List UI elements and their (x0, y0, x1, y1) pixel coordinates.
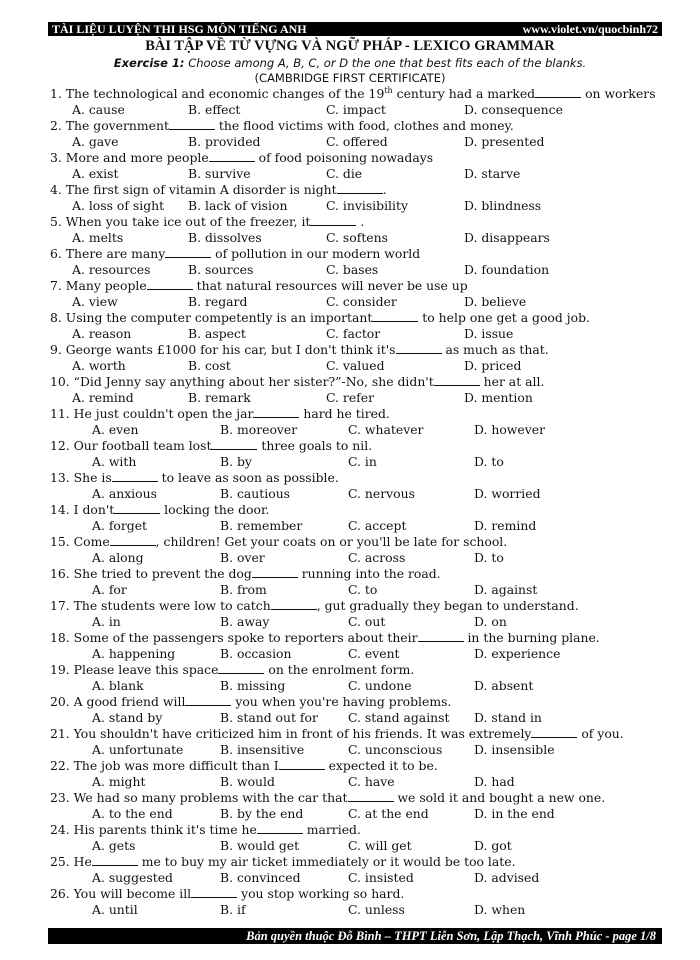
option-c[interactable]: C. impact (326, 102, 386, 117)
option-c[interactable]: C. bases (326, 262, 379, 277)
answer-blank[interactable] (211, 439, 257, 450)
answer-blank[interactable] (114, 503, 160, 514)
option-d[interactable]: D. insensible (474, 742, 555, 757)
option-c[interactable]: C. across (348, 550, 406, 565)
answer-blank[interactable] (396, 343, 442, 354)
answer-options (50, 710, 690, 726)
answer-blank[interactable] (372, 311, 418, 322)
answer-options (50, 646, 690, 662)
option-b[interactable]: B. would get (220, 838, 300, 853)
question-stem: 15. Come , children! Get your coats on or you'll be late for school. (50, 534, 508, 549)
answer-options (50, 518, 690, 534)
answer-options (50, 742, 690, 758)
question-stem: 21. You shouldn't have criticized him in front of his friends. It was extremely of you. (50, 726, 624, 741)
answer-blank[interactable] (92, 855, 138, 866)
option-a[interactable]: A. resources (72, 262, 151, 277)
answer-blank[interactable] (271, 599, 317, 610)
option-a[interactable]: A. remind (72, 390, 134, 405)
question-stem: 2. The government the flood victims with food, clothes and money. (50, 118, 514, 133)
question-17 (50, 598, 690, 630)
answer-options (50, 262, 690, 278)
option-b[interactable]: B. by (220, 454, 252, 469)
option-d[interactable]: D. remind (474, 518, 537, 533)
answer-blank[interactable] (169, 119, 215, 130)
option-b[interactable]: B. lack of vision (188, 198, 288, 213)
option-c[interactable]: C. unless (348, 902, 405, 917)
option-d[interactable]: D. consequence (464, 102, 563, 117)
question-stem: 8. Using the computer competently is an important to help one get a good job. (50, 310, 590, 325)
option-a[interactable]: A. melts (72, 230, 124, 245)
option-a[interactable]: A. reason (72, 326, 132, 341)
answer-options (50, 166, 690, 182)
option-b[interactable]: B. survive (188, 166, 251, 181)
option-a[interactable]: A. unfortunate (92, 742, 184, 757)
option-a[interactable]: A. until (92, 902, 138, 917)
question-9 (50, 342, 690, 374)
answer-options (50, 102, 690, 118)
question-8 (50, 310, 690, 342)
option-d[interactable]: D. advised (474, 870, 540, 885)
option-b[interactable]: B. remark (188, 390, 251, 405)
option-b[interactable]: B. by the end (220, 806, 304, 821)
option-b[interactable]: B. provided (188, 134, 261, 149)
option-b[interactable]: B. regard (188, 294, 248, 309)
question-stem: 5. When you take ice out of the freezer, it . (50, 214, 365, 229)
question-stem: 12. Our football team lost three goals to nil. (50, 438, 373, 453)
answer-options (50, 358, 690, 374)
question-21 (50, 726, 690, 758)
question-stem: 23. We had so many problems with the car that we sold it and bought a new one. (50, 790, 606, 805)
option-c[interactable]: C. invisibility (326, 198, 408, 213)
answer-options (50, 390, 690, 406)
option-d[interactable]: D. when (474, 902, 526, 917)
option-d[interactable]: D. had (474, 774, 515, 789)
option-d[interactable]: D. got (474, 838, 512, 853)
question-4 (50, 182, 690, 214)
option-b[interactable]: B. cautious (220, 486, 291, 501)
option-c[interactable]: C. die (326, 166, 363, 181)
option-a[interactable]: A. blank (92, 678, 144, 693)
answer-blank[interactable] (165, 247, 211, 258)
option-a[interactable]: A. worth (72, 358, 126, 373)
question-25 (50, 854, 690, 886)
question-stem: 13. She is to leave as soon as possible. (50, 470, 339, 485)
option-a[interactable]: A. stand by (92, 710, 163, 725)
option-c[interactable]: C. to (348, 582, 378, 597)
answer-options (50, 678, 690, 694)
option-b[interactable]: B. dissolves (188, 230, 262, 245)
option-d[interactable]: D. mention (464, 390, 533, 405)
option-d[interactable]: D. however (474, 422, 546, 437)
option-a[interactable]: A. loss of sight (72, 198, 165, 213)
answer-blank[interactable] (535, 87, 581, 98)
option-c[interactable]: C. refer (326, 390, 375, 405)
option-c[interactable]: C. whatever (348, 422, 424, 437)
header-url: www.violet.vn/quocbinh72 (522, 22, 658, 36)
option-c[interactable]: C. valued (326, 358, 385, 373)
question-stem: 18. Some of the passengers spoke to reporters about their in the burning plane. (50, 630, 600, 645)
answer-blank[interactable] (191, 887, 237, 898)
option-a[interactable]: A. exist (72, 166, 119, 181)
question-22 (50, 758, 690, 790)
answer-options (50, 198, 690, 214)
option-c[interactable]: C. have (348, 774, 395, 789)
option-a[interactable]: A. along (92, 550, 144, 565)
question-18 (50, 630, 690, 662)
question-stem: 22. The job was more difficult than I expected it to be. (50, 758, 438, 773)
option-d[interactable]: D. on (474, 614, 507, 629)
option-b[interactable]: B. would (220, 774, 275, 789)
option-b[interactable]: B. away (220, 614, 270, 629)
option-a[interactable]: A. might (92, 774, 146, 789)
answer-blank[interactable] (418, 631, 464, 642)
answer-blank[interactable] (310, 215, 356, 226)
answer-blank[interactable] (337, 183, 383, 194)
answer-options (50, 582, 690, 598)
option-d[interactable]: D. to (474, 454, 504, 469)
option-b[interactable]: B. missing (220, 678, 286, 693)
question-stem: 7. Many people that natural resources will never be use up (50, 278, 468, 293)
question-20 (50, 694, 690, 726)
answer-blank[interactable] (434, 375, 480, 386)
option-c[interactable]: C. offered (326, 134, 388, 149)
question-stem: 25. He me to buy my air ticket immediately or it would be too late. (50, 854, 516, 869)
option-d[interactable]: D. absent (474, 678, 534, 693)
option-c[interactable]: C. will get (348, 838, 412, 853)
option-c[interactable]: C. undone (348, 678, 412, 693)
question-stem: 10. “Did Jenny say anything about her sister?”-No, she didn't her at all. (50, 374, 545, 389)
option-b[interactable]: B. convinced (220, 870, 301, 885)
header-title: TÀI LIỆU LUYỆN THI HSG MÔN TIẾNG ANH (52, 22, 307, 36)
option-d[interactable]: D. presented (464, 134, 545, 149)
answer-blank[interactable] (252, 567, 298, 578)
page-title: BÀI TẬP VỀ TỪ VỰNG VÀ NGỮ PHÁP - LEXICO GRAMMAR (145, 38, 555, 54)
question-1 (50, 86, 690, 118)
question-stem: 3. More and more people of food poisoning nowadays (50, 150, 434, 165)
answer-options (50, 902, 690, 918)
option-c[interactable]: C. stand against (348, 710, 450, 725)
question-stem: 1. The technological and economic changes of the 19th century had a marked on workers (50, 85, 656, 101)
answer-options (50, 294, 690, 310)
answer-blank[interactable] (147, 279, 193, 290)
option-b[interactable]: B. insensitive (220, 742, 305, 757)
answer-options (50, 134, 690, 150)
answer-blank[interactable] (257, 823, 303, 834)
option-a[interactable]: A. even (92, 422, 139, 437)
option-a[interactable]: A. cause (72, 102, 125, 117)
question-11 (50, 406, 690, 438)
option-d[interactable]: D. starve (464, 166, 521, 181)
option-c[interactable]: C. unconscious (348, 742, 443, 757)
option-c[interactable]: C. consider (326, 294, 397, 309)
option-a[interactable]: A. view (72, 294, 118, 309)
question-stem: 24. His parents think it's time he married. (50, 822, 361, 837)
question-stem: 17. The students were low to catch , gut gradually they began to understand. (50, 598, 579, 613)
option-d[interactable]: D. against (474, 582, 538, 597)
question-24 (50, 822, 690, 854)
option-d[interactable]: D. priced (464, 358, 522, 373)
answer-options (50, 486, 690, 502)
question-19 (50, 662, 690, 694)
exercise-text: Choose among A, B, C, or D the one that best fits each of the blanks. (188, 56, 587, 70)
option-d[interactable]: D. in the end (474, 806, 555, 821)
option-c[interactable]: C. softens (326, 230, 388, 245)
answer-blank[interactable] (218, 663, 264, 674)
question-stem: 4. The first sign of vitamin A disorder is night . (50, 182, 387, 197)
answer-options (50, 806, 690, 822)
question-7 (50, 278, 690, 310)
question-stem: 14. I don't locking the door. (50, 502, 270, 517)
option-b[interactable]: B. occasion (220, 646, 292, 661)
footer-text: Bản quyền thuộc Đỗ Bình – THPT Liễn Sơn, Lập Thạch, Vĩnh Phúc - page 1/8 (246, 929, 656, 943)
option-a[interactable]: A. to the end (92, 806, 173, 821)
answer-options (50, 230, 690, 246)
option-c[interactable]: C. out (348, 614, 386, 629)
option-a[interactable]: A. gets (92, 838, 136, 853)
option-a[interactable]: A. with (92, 454, 137, 469)
option-b[interactable]: B. from (220, 582, 267, 597)
answer-options (50, 326, 690, 342)
answer-blank[interactable] (279, 759, 325, 770)
option-a[interactable]: A. happening (92, 646, 176, 661)
option-b[interactable]: B. remember (220, 518, 303, 533)
answer-options (50, 774, 690, 790)
option-d[interactable]: D. experience (474, 646, 561, 661)
option-d[interactable]: D. disappears (464, 230, 550, 245)
question-stem: 26. You will become ill you stop working so hard. (50, 886, 405, 901)
exercise-label: Exercise 1: (113, 56, 185, 70)
question-stem: 6. There are many of pollution in our modern world (50, 246, 421, 261)
question-stem: 16. She tried to prevent the dog running into the road. (50, 566, 441, 581)
question-10 (50, 374, 690, 406)
option-c[interactable]: C. insisted (348, 870, 414, 885)
option-b[interactable]: B. over (220, 550, 265, 565)
option-c[interactable]: C. factor (326, 326, 381, 341)
question-list (50, 86, 690, 918)
option-b[interactable]: B. moreover (220, 422, 298, 437)
answer-options (50, 614, 690, 630)
question-16 (50, 566, 690, 598)
answer-blank[interactable] (253, 407, 299, 418)
option-d[interactable]: D. worried (474, 486, 541, 501)
answer-blank[interactable] (531, 727, 577, 738)
option-a[interactable]: A. for (92, 582, 127, 597)
answer-options (50, 838, 690, 854)
question-2 (50, 118, 690, 150)
question-14 (50, 502, 690, 534)
option-d[interactable]: D. foundation (464, 262, 550, 277)
answer-blank[interactable] (110, 535, 156, 546)
question-3 (50, 150, 690, 182)
question-15 (50, 534, 690, 566)
question-23 (50, 790, 690, 822)
answer-blank[interactable] (112, 471, 158, 482)
answer-options (50, 870, 690, 886)
option-b[interactable]: B. stand out for (220, 710, 318, 725)
option-b[interactable]: B. if (220, 902, 246, 917)
option-b[interactable]: B. sources (188, 262, 254, 277)
answer-blank[interactable] (209, 151, 255, 162)
option-c[interactable]: C. accept (348, 518, 407, 533)
question-13 (50, 470, 690, 502)
option-c[interactable]: C. nervous (348, 486, 415, 501)
question-stem: 20. A good friend will you when you're having problems. (50, 694, 452, 709)
answer-blank[interactable] (348, 791, 394, 802)
option-a[interactable]: A. gave (72, 134, 119, 149)
option-b[interactable]: B. cost (188, 358, 231, 373)
question-5 (50, 214, 690, 246)
footer-bar (48, 928, 662, 944)
option-c[interactable]: C. in (348, 454, 377, 469)
answer-options (50, 422, 690, 438)
exercise-instruction (0, 56, 700, 70)
option-a[interactable]: A. suggested (92, 870, 173, 885)
question-stem: 19. Please leave this space on the enrolment form. (50, 662, 415, 677)
option-d[interactable]: D. issue (464, 326, 514, 341)
question-stem: 9. George wants £1000 for his car, but I don't think it's as much as that. (50, 342, 549, 357)
option-b[interactable]: B. aspect (188, 326, 246, 341)
option-a[interactable]: A. anxious (92, 486, 157, 501)
answer-options (50, 454, 690, 470)
question-12 (50, 438, 690, 470)
question-26 (50, 886, 690, 918)
option-d[interactable]: D. to (474, 550, 504, 565)
option-a[interactable]: A. in (92, 614, 121, 629)
exercise-source: (CAMBRIDGE FIRST CERTIFICATE) (254, 71, 446, 85)
answer-options (50, 550, 690, 566)
header-bar (48, 22, 662, 36)
question-6 (50, 246, 690, 278)
option-d[interactable]: D. stand in (474, 710, 542, 725)
option-b[interactable]: B. effect (188, 102, 241, 117)
question-stem: 11. He just couldn't open the jar hard he tired. (50, 406, 390, 421)
option-d[interactable]: D. believe (464, 294, 527, 309)
option-d[interactable]: D. blindness (464, 198, 542, 213)
option-c[interactable]: C. event (348, 646, 400, 661)
answer-blank[interactable] (185, 695, 231, 706)
option-a[interactable]: A. forget (92, 518, 148, 533)
option-c[interactable]: C. at the end (348, 806, 429, 821)
